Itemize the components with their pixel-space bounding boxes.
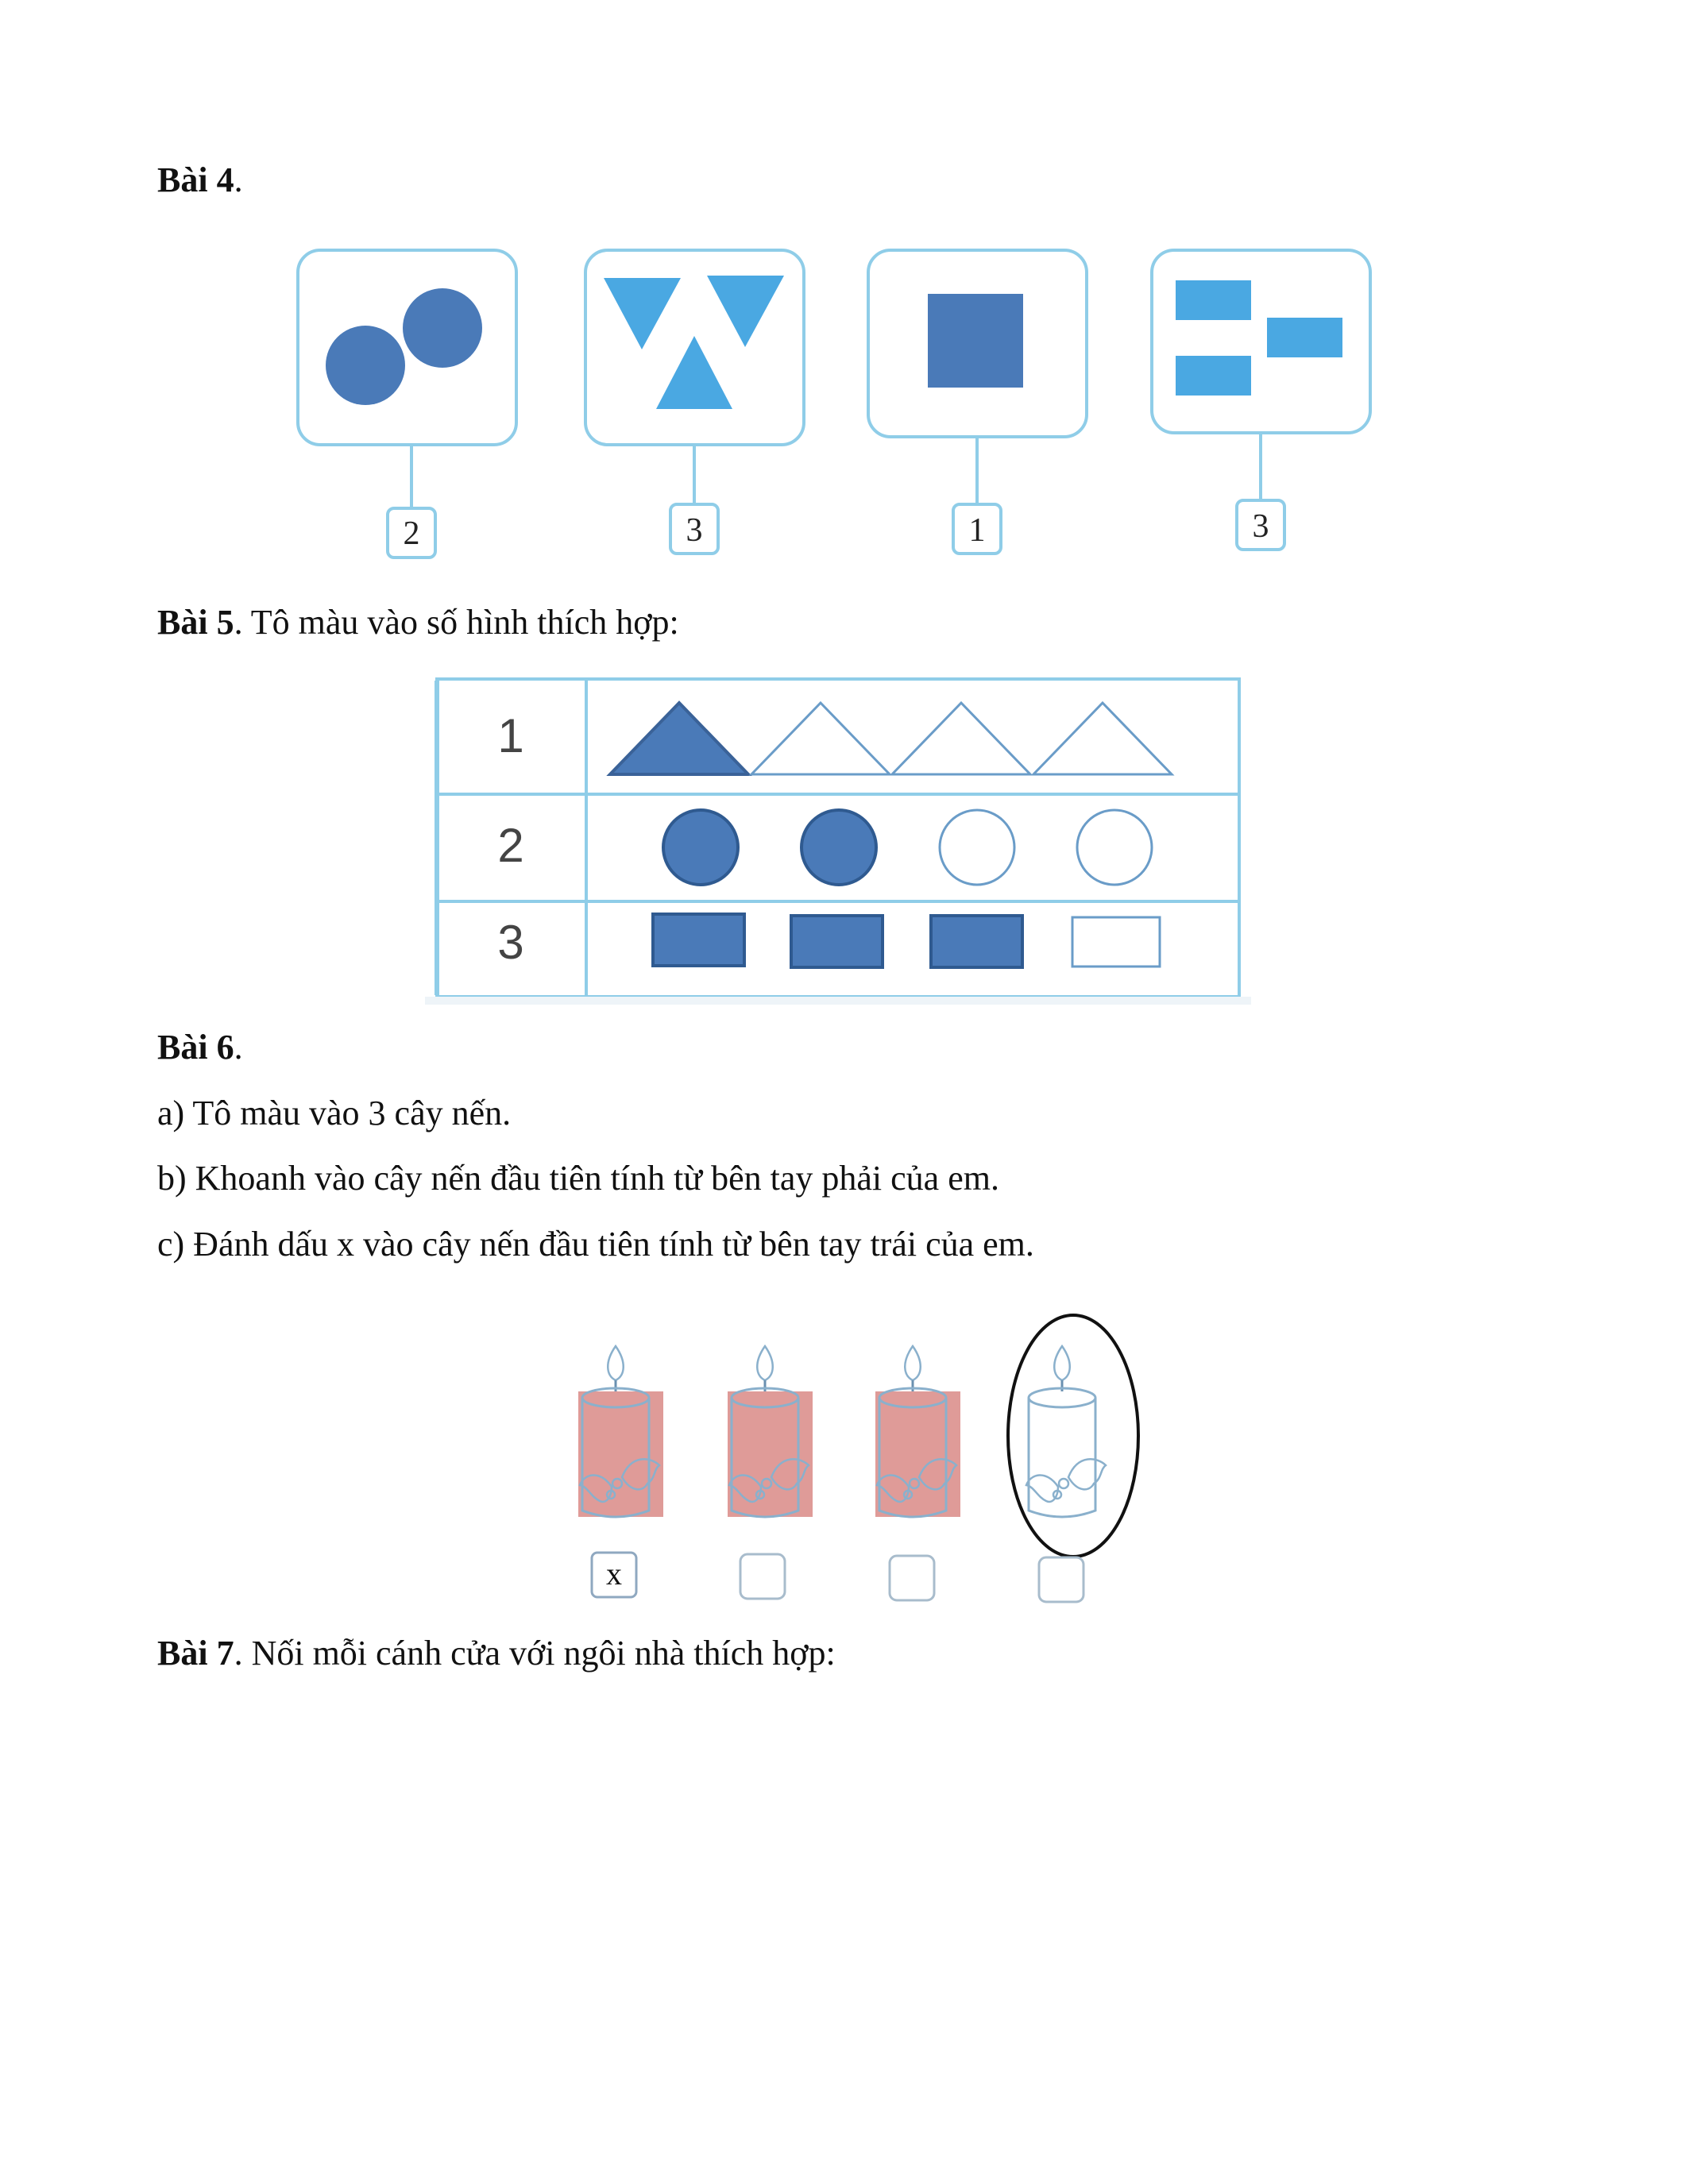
circle-shape bbox=[663, 810, 738, 885]
bai4-answer-1: 2 bbox=[403, 515, 420, 552]
row-label-3: 3 bbox=[497, 916, 524, 969]
checkbox-mark: x bbox=[606, 1556, 622, 1592]
circle-shape bbox=[403, 288, 482, 368]
rectangle-shape bbox=[1072, 917, 1160, 967]
circle-shape bbox=[940, 810, 1014, 885]
bai6-heading bbox=[157, 1030, 243, 1065]
rectangle-shape bbox=[931, 916, 1022, 967]
bai4-answer-3: 1 bbox=[968, 512, 986, 549]
bai7-instruction: . Nối mỗi cánh cửa với ngôi nhà thích hợp: bbox=[234, 1634, 836, 1673]
row-label-1: 1 bbox=[497, 709, 524, 762]
bai4-box-square bbox=[868, 250, 1087, 554]
candle-checkbox-4[interactable] bbox=[1039, 1557, 1083, 1602]
rectangle-shape bbox=[791, 916, 883, 967]
bai7-heading bbox=[157, 1636, 836, 1671]
bai6-line-a: a) Tô màu vào 3 cây nến. bbox=[157, 1094, 512, 1133]
bai4-box-circles bbox=[298, 250, 516, 558]
rectangle-shape bbox=[1267, 318, 1342, 357]
bai5-title: Bài 5 bbox=[157, 603, 234, 642]
bai4-answer-2: 3 bbox=[686, 512, 703, 549]
bai4-title-suffix: . bbox=[234, 160, 243, 199]
bai4-heading bbox=[157, 160, 243, 199]
bai5-table bbox=[421, 671, 1255, 1005]
bai6-line-c: c) Đánh dấu x vào cây nến đầu tiên tính từ bên tay trái của em. bbox=[157, 1225, 1034, 1264]
candle-checkbox-2[interactable] bbox=[740, 1554, 785, 1599]
bai4-box-rectangles bbox=[1152, 250, 1370, 550]
bai7-title: Bài 7 bbox=[157, 1634, 234, 1673]
rectangle-shape bbox=[653, 914, 744, 966]
candle-3[interactable] bbox=[875, 1346, 960, 1517]
circle-shape bbox=[326, 326, 405, 405]
rectangle-shape bbox=[1176, 356, 1251, 396]
square-shape bbox=[928, 294, 1023, 388]
candle-checkbox-3[interactable] bbox=[890, 1556, 934, 1600]
bai5-heading bbox=[157, 605, 679, 640]
candle-2[interactable] bbox=[728, 1346, 813, 1517]
bai6-title-suffix: . bbox=[234, 1028, 243, 1067]
bai4-box-triangles bbox=[585, 250, 804, 554]
candle-4[interactable] bbox=[1026, 1346, 1106, 1517]
bai4-title: Bài 4 bbox=[157, 160, 234, 199]
bai5-instruction: . Tô màu vào số hình thích hợp: bbox=[234, 603, 679, 642]
bai4-figure bbox=[286, 242, 1398, 560]
bai4-answer-4: 3 bbox=[1252, 508, 1269, 545]
rectangle-shape bbox=[1176, 280, 1251, 320]
circle-shape bbox=[802, 810, 876, 885]
bai6-candles bbox=[556, 1318, 1176, 1620]
row-label-2: 2 bbox=[497, 819, 524, 872]
circle-shape bbox=[1077, 810, 1152, 885]
bai6-title: Bài 6 bbox=[157, 1028, 234, 1067]
candle-1[interactable] bbox=[578, 1346, 663, 1517]
bai6-line-b: b) Khoanh vào cây nến đầu tiên tính từ bên tay phải của em. bbox=[157, 1159, 999, 1198]
